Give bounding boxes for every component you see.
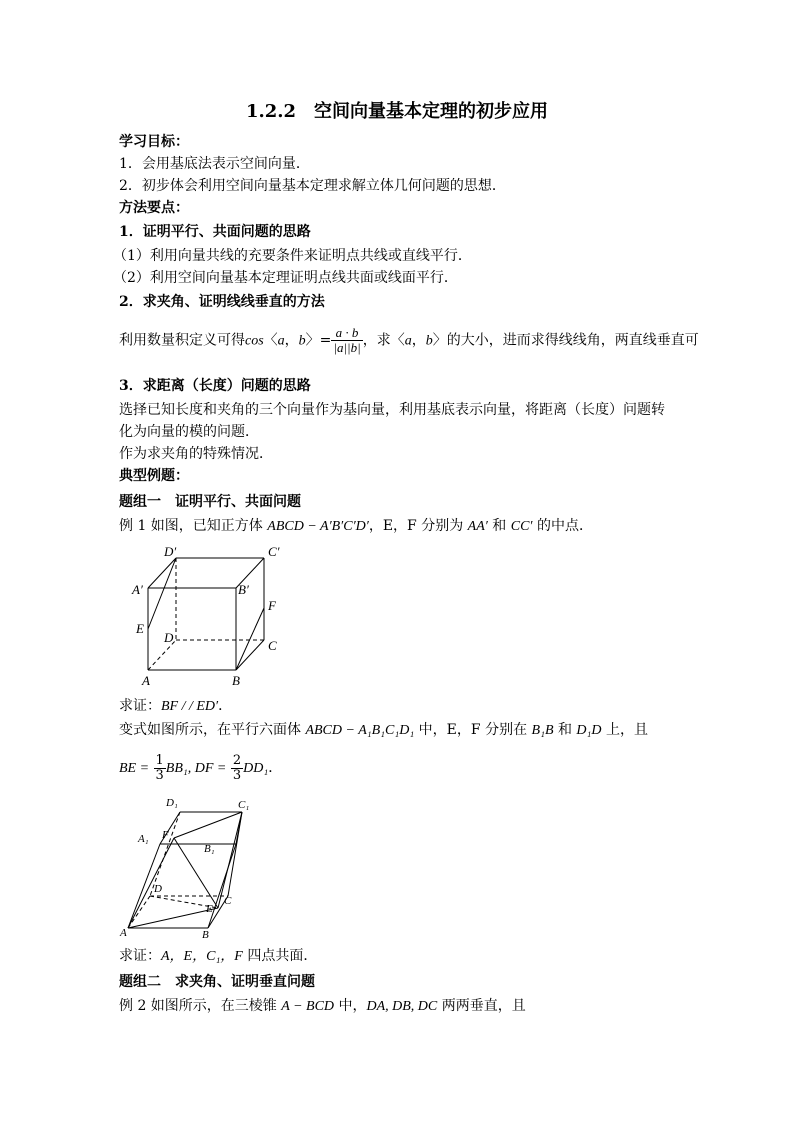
goals-heading: 学习目标： [119,134,189,150]
method3-line: 化为向量的模的问题． [119,424,259,440]
fraction-denominator: 3 [232,767,242,783]
parallelepiped-name: ABCD − A₁B₁C₁D₁ [305,723,415,738]
proof2-statement: A，E，C₁，F [161,949,243,964]
label-E: E [206,903,213,915]
label-D1: D₁ [166,797,178,809]
methods-heading: 方法要点： [119,200,189,216]
label-E: E [136,621,144,636]
fraction-two-thirds [231,754,243,783]
label-A1: A′ [132,582,143,597]
method2-pre: 利用数量积定义可得 [119,332,245,349]
vector-b: b [298,333,306,349]
example2-mid: 中， [334,998,367,1014]
page-title: 1.2.2 空间向量基本定理的初步应用 [245,101,549,122]
group1-heading: 题组一 证明平行、共面问题 [119,494,301,510]
variant-post: 上，且 [601,722,648,738]
label-A: A [120,927,127,939]
cube-figure [128,540,288,690]
method3-line: 作为求夹角的特殊情况． [119,446,273,462]
fraction-one-third [154,754,166,783]
label-C1: C₁ [238,799,250,811]
label-B: B [202,929,209,940]
fraction-numerator: a · b [331,326,362,341]
cos-label: cos [245,333,264,349]
label-C: C [224,895,232,907]
angle-right: 〉 [432,332,447,349]
example2-post: 两两垂直，且 [437,998,526,1014]
parallelepiped-figure [118,792,268,940]
proof1-text [119,696,232,717]
label-C1: C′ [268,544,280,559]
label-F: F [268,598,276,613]
segments-da-db-dc: DA, DB, DC [366,999,438,1014]
label-B1: B₁ [204,843,215,855]
label-B: B [232,673,240,688]
comma: ， [411,332,426,349]
example2-text [119,996,526,1017]
method3-line: 选择已知长度和夹角的三个向量作为基向量，利用基底表示向量，将距离（长度）问题转 [119,402,665,418]
angle-left: 〈 [263,332,278,349]
segment-d1d: D₁D [576,723,602,738]
angle-left: 〈 [390,332,405,349]
example1-pre: 例 1 如图，已知正方体 [119,518,268,534]
variant-pre: 变式如图所示，在平行六面体 [119,722,306,738]
label-D1: D′ [164,544,177,559]
example2-pre: 例 2 如图所示，在三棱锥 [119,998,282,1014]
method2-mid: ，求 [362,332,391,349]
pyramid-name: A − BCD [281,999,335,1014]
cube-name: ABCD − A′B′C′D′ [267,519,369,534]
method2-post: 的大小，进而求得线线角，两直线垂直可 [446,332,699,349]
method1-item: （1）利用向量共线的充要条件来证明点共线或直线平行． [113,248,472,264]
fraction-denominator: |a||b| [333,340,361,355]
segment-aa: AA′ [467,519,488,534]
examples-heading: 典型例题： [119,468,189,484]
method2-text [119,326,699,356]
variant-condition [119,752,282,785]
label-D: D [164,630,174,645]
example1-and: 和 [487,518,511,534]
cond-dd: DD₁ [243,761,269,776]
label-B1: B′ [238,582,249,597]
fraction-numerator: 1 [155,752,164,768]
proof2-pre: 求证： [119,948,161,964]
label-A1: A₁ [138,833,149,845]
variant-text [119,720,648,741]
example1-post: 的中点． [532,518,593,534]
cos-fraction [331,326,362,355]
equals-sign: = [319,332,332,349]
cond-be: BE = [119,761,150,776]
vector-a: a [277,333,285,349]
label-F: F [162,829,169,841]
example1-text [119,516,593,537]
goal-item: 1．会用基底法表示空间向量． [119,156,310,172]
example1-mid: ，E，F 分别为 [368,518,468,534]
goal-item: 2．初步体会利用空间向量基本定理求解立体几何问题的思想． [119,178,506,194]
variant-and: 和 [553,722,577,738]
fraction-denominator: 3 [155,767,164,783]
label-C: C [268,638,277,653]
label-D: D [154,883,162,895]
proof1-pre: 求证： [119,698,161,714]
proof2-post: 四点共面． [242,948,318,964]
angle-right: 〉 [305,332,320,349]
method1-heading: 1．证明平行、共面问题的思路 [119,224,311,240]
comma: ， [284,332,299,349]
group2-heading: 题组二 求夹角、证明垂直问题 [119,974,315,990]
vector-b: b [425,333,433,349]
fraction-numerator: 2 [232,752,242,768]
method1-item: （2）利用空间向量基本定理证明点线共面或线面平行． [113,270,458,286]
cond-bb: BB₁, DF = [165,761,227,776]
segment-b1b: B₁B [531,723,554,738]
cond-post: ． [268,760,283,776]
proof1-post: ． [218,698,233,714]
proof1-statement: BF / / ED′ [161,699,219,714]
vector-a: a [404,333,412,349]
segment-cc: CC′ [510,519,533,534]
proof2-text [119,946,317,967]
label-A: A [142,673,150,688]
method2-heading: 2．求夹角、证明线线垂直的方法 [119,294,325,310]
method3-heading: 3．求距离（长度）问题的思路 [119,378,311,394]
variant-mid: 中，E，F 分别在 [414,722,532,738]
